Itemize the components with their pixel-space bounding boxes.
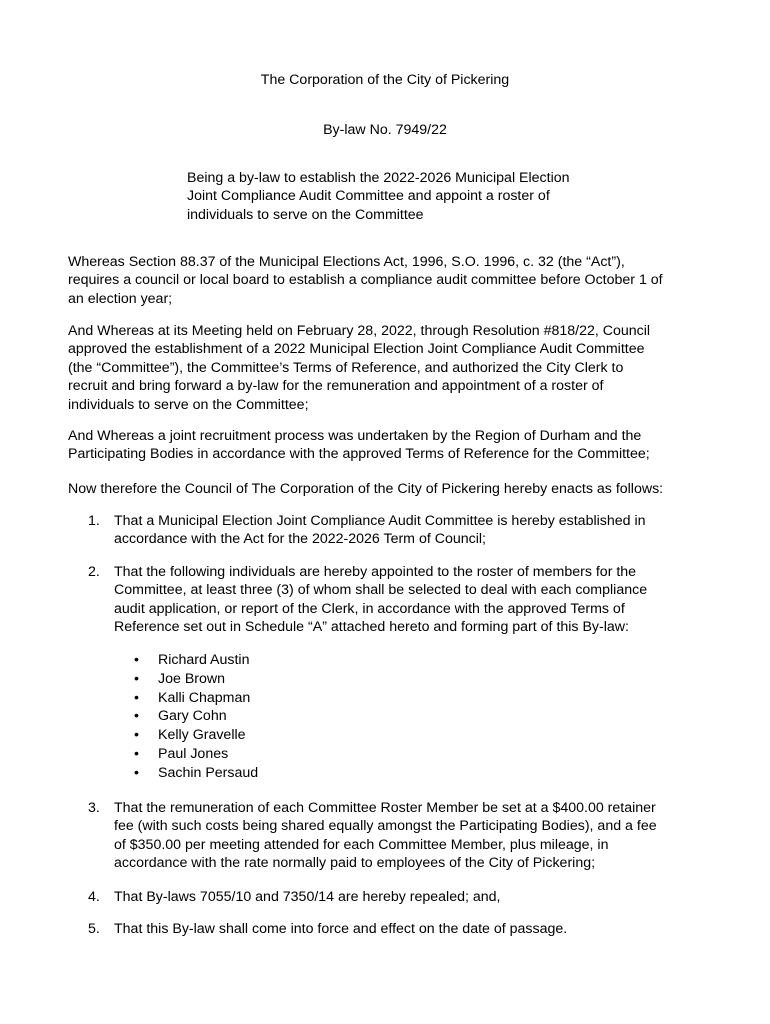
clause-line: fee (with such costs being shared equally amongst the Participating Bodies), and a fee xyxy=(114,818,657,835)
bullet-icon: • xyxy=(134,689,139,706)
purpose-line: Being a by-law to establish the 2022-2026 Municipal Election xyxy=(187,170,570,186)
purpose-line: individuals to serve on the Committee xyxy=(187,206,424,223)
bullet-icon: • xyxy=(134,745,139,762)
clause-line: That the following individuals are hereby appointed to the roster of members for the xyxy=(114,564,637,580)
clause-line: of $350.00 per meeting attended for each Committee Member, plus mileage, in xyxy=(114,836,609,853)
recital-line: Participating Bodies in accordance with the approved Terms of Reference for the Committee; xyxy=(68,446,650,463)
clause-text xyxy=(114,563,714,637)
clause-line: accordance with the rate normally paid to employees of the City of Pickering; xyxy=(114,855,596,872)
roster-member xyxy=(134,764,434,783)
recital-line: And Whereas a joint recruitment process was undertaken by the Region of Durham and the xyxy=(68,428,642,444)
recital-line: And Whereas at its Meeting held on February 28, 2022, through Resolution #818/22, Council xyxy=(68,323,651,339)
clause-line: That By-laws 7055/10 and 7350/14 are hereby repealed; and, xyxy=(114,889,501,905)
clause-text xyxy=(114,512,714,549)
clause-number: 1. xyxy=(88,513,100,529)
recital-line: Now therefore the Council of The Corporation of the City of Pickering hereby enacts as follows: xyxy=(68,481,664,497)
roster-member xyxy=(134,651,434,670)
bullet-icon: • xyxy=(134,727,139,744)
clause-number: 3. xyxy=(88,800,100,816)
corporation-title: The Corporation of the City of Pickering xyxy=(260,72,510,88)
clause-line: That a Municipal Election Joint Compliance Audit Committee is hereby established in xyxy=(114,513,646,529)
bylaw-purpose xyxy=(187,169,607,224)
clause-line: That this By-law shall come into force and effect on the date of passage. xyxy=(114,921,568,937)
recital-line: recruit and bring forward a by-law for the remuneration and appointment of a roster of xyxy=(68,378,604,395)
bylaw-number: By-law No. 7949/22 xyxy=(323,122,447,138)
bullet-icon: • xyxy=(134,652,139,668)
clause-line: accordance with the Act for the 2022-2026 Term of Council; xyxy=(114,531,486,548)
member-name: Paul Jones xyxy=(158,745,229,762)
member-name: Sachin Persaud xyxy=(158,764,259,781)
clause-text xyxy=(114,799,714,873)
recital-line: an election year; xyxy=(68,290,173,307)
recital-line: individuals to serve on the Committee; xyxy=(68,396,309,413)
roster-member xyxy=(134,726,434,745)
recital-council-resolution xyxy=(68,322,708,414)
roster-member xyxy=(134,670,434,689)
member-name: Joe Brown xyxy=(158,670,226,687)
purpose-line: Joint Compliance Audit Committee and appoint a roster of xyxy=(187,188,550,205)
clause-number: 4. xyxy=(88,889,100,905)
recital-section-88-37 xyxy=(68,253,708,308)
clause-number: 2. xyxy=(88,564,100,580)
clause-text xyxy=(114,888,714,906)
enacting-clause xyxy=(68,480,708,498)
roster-member xyxy=(134,707,434,726)
clause-line: audit application, or report of the Clerk, in accordance with the approved Terms of xyxy=(114,600,625,617)
bullet-icon: • xyxy=(134,708,139,725)
recital-line: approved the establishment of a 2022 Municipal Election Joint Compliance Audit Committee xyxy=(68,341,645,358)
bullet-icon: • xyxy=(134,670,139,687)
recital-line: requires a council or local board to establish a compliance audit committee before October 1 of xyxy=(68,272,663,289)
recital-line: (the “Committee”), the Committee’s Terms of Reference, and authorized the City Clerk to xyxy=(68,359,624,376)
member-name: Gary Cohn xyxy=(158,708,227,725)
recital-line: Whereas Section 88.37 of the Municipal Elections Act, 1996, S.O. 1996, c. 32 (the “Act”), xyxy=(68,254,625,270)
roster-member xyxy=(134,745,434,764)
roster-member xyxy=(134,689,434,708)
clause-line: That the remuneration of each Committee Roster Member be set at a $400.00 retainer xyxy=(114,800,656,816)
roster-list xyxy=(134,651,434,783)
member-name: Kalli Chapman xyxy=(158,689,251,706)
clause-line: Committee, at least three (3) of whom shall be selected to deal with each compliance xyxy=(114,582,648,599)
recital-joint-recruitment xyxy=(68,427,708,464)
clause-text xyxy=(114,920,714,938)
clause-number: 5. xyxy=(88,921,100,937)
member-name: Richard Austin xyxy=(158,652,250,668)
member-name: Kelly Gravelle xyxy=(158,727,246,744)
clause-line: Reference set out in Schedule “A” attached hereto and forming part of this By-law: xyxy=(114,619,629,636)
bullet-icon: • xyxy=(134,764,139,781)
